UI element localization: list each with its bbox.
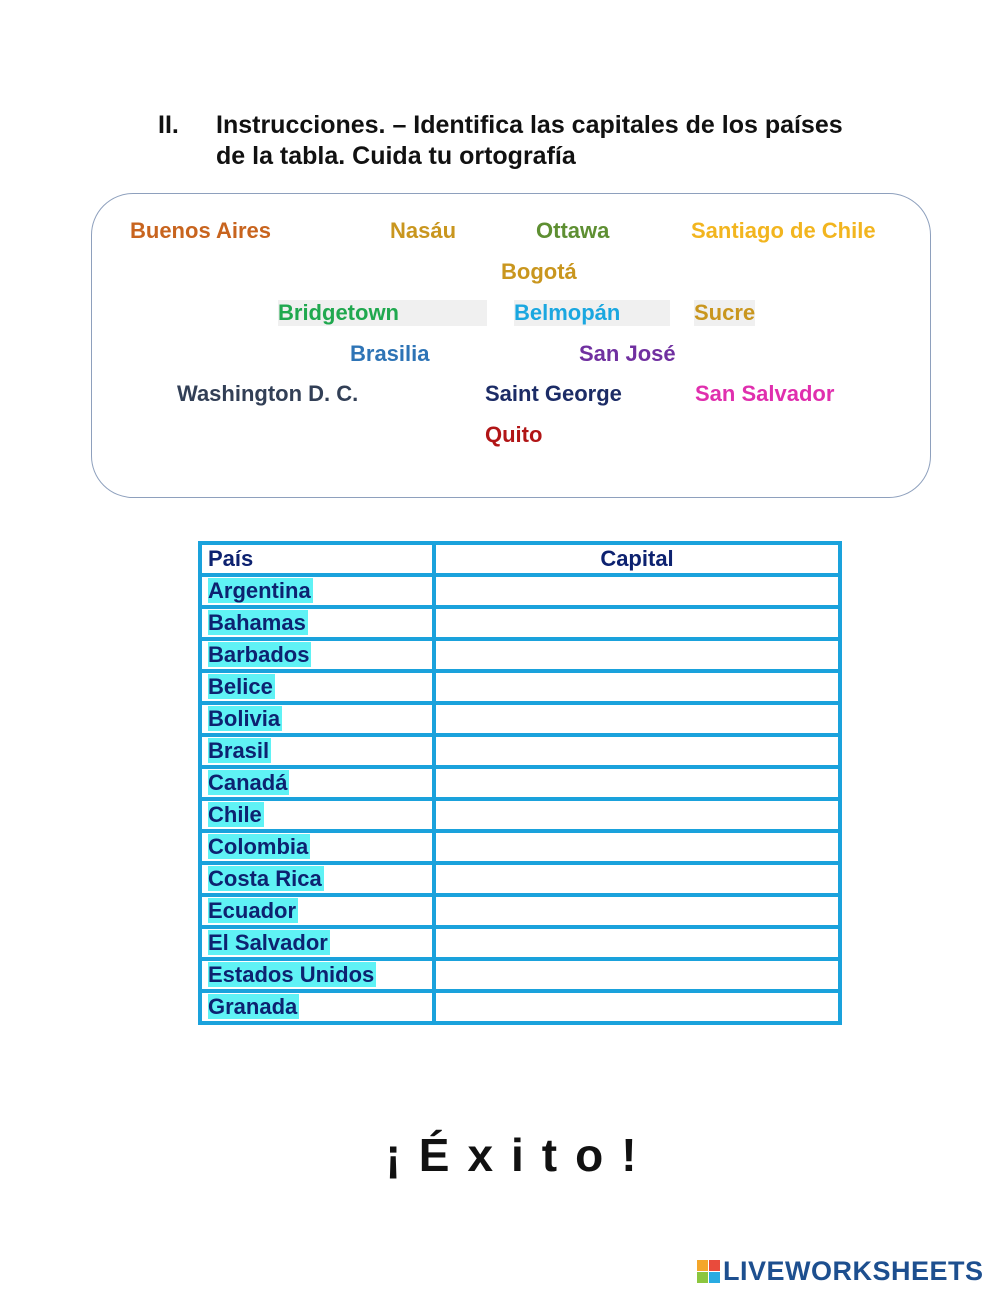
word-bank-item: Sucre: [694, 300, 756, 325]
header-capital: Capital: [434, 543, 840, 575]
capital-answer-cell[interactable]: [434, 607, 840, 639]
country-name: El Salvador: [208, 930, 328, 955]
country-name: Costa Rica: [208, 866, 322, 891]
word-bank-item: Nasáu: [390, 218, 457, 243]
word-bank-item: Quito: [485, 422, 543, 447]
word-bank-item: Brasilia: [350, 341, 430, 366]
country-name: Barbados: [208, 642, 310, 667]
table-row: [200, 671, 840, 703]
country-cell: [200, 895, 434, 927]
capital-answer-cell[interactable]: [434, 799, 840, 831]
country-name: Bahamas: [208, 610, 306, 635]
table-row: [200, 927, 840, 959]
section-number: II.: [158, 111, 179, 139]
country-cell: [200, 991, 434, 1023]
country-cell: [200, 863, 434, 895]
table-row: [200, 991, 840, 1023]
country-name: Granada: [208, 994, 298, 1019]
closing-message: ¡Éxito!: [385, 1129, 655, 1181]
word-bank-item: San José: [579, 341, 676, 366]
country-name: Chile: [208, 802, 262, 827]
table-row: [200, 895, 840, 927]
country-name: Brasil: [208, 738, 270, 763]
capital-answer-cell[interactable]: [434, 991, 840, 1023]
word-bank-item: Bogotá: [501, 259, 577, 284]
capital-answer-cell[interactable]: [434, 927, 840, 959]
word-bank-item: Washington D. C.: [177, 381, 359, 406]
table-row: [200, 735, 840, 767]
word-bank-item: Santiago de Chile: [691, 218, 876, 243]
country-name: Argentina: [208, 578, 311, 603]
table-row: [200, 607, 840, 639]
liveworksheets-logo: [697, 1253, 984, 1289]
header-pais: País: [200, 543, 434, 575]
word-bank-item: Ottawa: [536, 218, 610, 243]
table-row: [200, 703, 840, 735]
capital-answer-cell[interactable]: [434, 575, 840, 607]
country-name: Belice: [208, 674, 273, 699]
capital-answer-cell[interactable]: [434, 703, 840, 735]
capitals-table: [198, 541, 842, 1025]
country-name: Bolivia: [208, 706, 281, 731]
country-name: Colombia: [208, 834, 309, 859]
table-row: [200, 799, 840, 831]
word-bank-item: Saint George: [485, 381, 622, 406]
country-cell: [200, 959, 434, 991]
country-cell: [200, 767, 434, 799]
country-cell: [200, 671, 434, 703]
capital-answer-cell[interactable]: [434, 863, 840, 895]
country-cell: [200, 831, 434, 863]
capital-answer-cell[interactable]: [434, 895, 840, 927]
capital-answer-cell[interactable]: [434, 767, 840, 799]
table-row: [200, 639, 840, 671]
word-bank-item: Buenos Aires: [130, 218, 272, 243]
country-name: Canadá: [208, 770, 288, 795]
country-cell: [200, 799, 434, 831]
capital-answer-cell[interactable]: [434, 959, 840, 991]
table-row: [200, 767, 840, 799]
logo-mark-icon: [697, 1260, 720, 1283]
country-cell: [200, 703, 434, 735]
table-body: [200, 575, 840, 1023]
capital-answer-cell[interactable]: [434, 671, 840, 703]
country-cell: [200, 575, 434, 607]
capital-answer-cell[interactable]: [434, 639, 840, 671]
word-bank-box: [91, 193, 931, 498]
instructions-text: Instrucciones. – Identifica las capitales de los países de la tabla. Cuida tu ortografía: [216, 111, 843, 170]
capital-answer-cell[interactable]: [434, 831, 840, 863]
logo-text: LIVEWORKSHEETS: [723, 1255, 984, 1286]
country-cell: [200, 639, 434, 671]
country-name: Ecuador: [208, 898, 297, 923]
word-bank-item: San Salvador: [695, 381, 835, 406]
table-row: [200, 959, 840, 991]
country-cell: [200, 735, 434, 767]
country-name: Estados Unidos: [208, 962, 375, 987]
word-bank-item: Belmopán: [514, 300, 670, 326]
table-row: [200, 575, 840, 607]
country-cell: [200, 927, 434, 959]
table-row: [200, 863, 840, 895]
country-cell: [200, 607, 434, 639]
table-row: [200, 831, 840, 863]
capital-answer-cell[interactable]: [434, 735, 840, 767]
word-bank-item: Bridgetown: [278, 300, 487, 326]
